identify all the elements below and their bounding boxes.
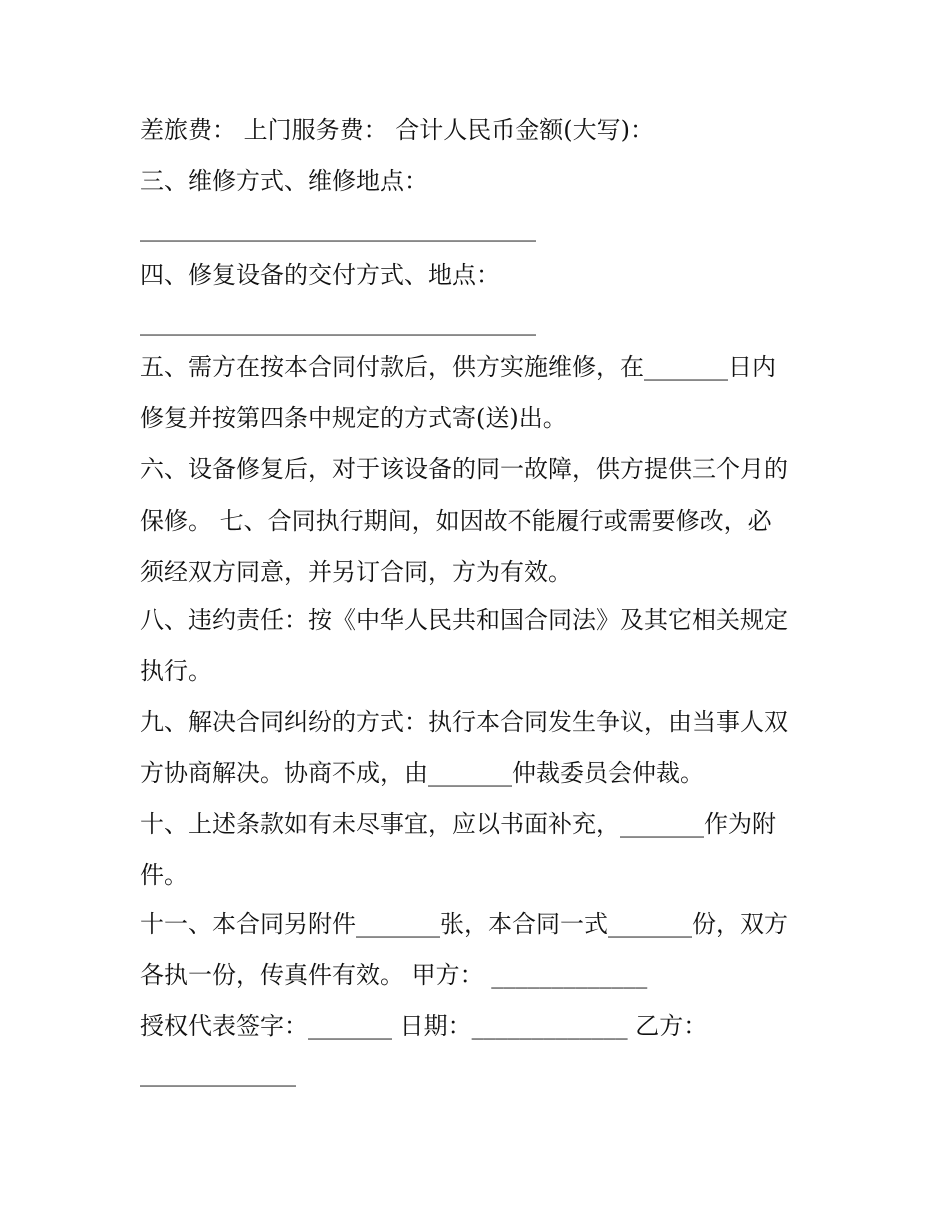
clause-3-blank: _________________________________ (140, 214, 536, 242)
clause-6-7-line: 保修。 七、合同执行期间，如因故不能履行或需要修改，必 (140, 507, 772, 535)
clause-8-line-1: 八、违约责任：按《中华人民共和国合同法》及其它相关规定 (140, 606, 788, 634)
clause-3-heading: 三、维修方式、维修地点： (140, 167, 428, 195)
clause-10-line-1: 十、上述条款如有未尽事宜，应以书面补充，_______作为附 (140, 810, 776, 838)
clause-5-line-1: 五、需方在按本合同付款后，供方实施维修，在_______日内 (140, 353, 776, 381)
signature-date-party-b-line: 授权代表签字：_______ 日期：_____________ 乙方： (140, 1012, 708, 1040)
clause-4-heading: 四、修复设备的交付方式、地点： (140, 261, 500, 289)
clause-11-line-1: 十一、本合同另附件_______张，本合同一式_______份，双方 (140, 910, 788, 938)
fee-summary-line: 差旅费： 上门服务费： 合计人民币金额(大写)： (140, 116, 654, 144)
clause-10-line-2: 件。 (140, 861, 188, 889)
clause-5-line-2: 修复并按第四条中规定的方式寄(送)出。 (140, 404, 567, 432)
clause-7-line-2: 须经双方同意，并另订合同，方为有效。 (140, 558, 572, 586)
clause-6-line-1: 六、设备修复后，对于该设备的同一故障，供方提供三个月的 (140, 455, 788, 483)
clause-4-blank: _________________________________ (140, 308, 536, 336)
clause-8-line-2: 执行。 (140, 657, 212, 685)
clause-9-line-2: 方协商解决。协商不成，由_______仲裁委员会仲裁。 (140, 759, 704, 787)
party-b-blank: _____________ (140, 1059, 296, 1087)
clause-9-line-1: 九、解决合同纠纷的方式：执行本合同发生争议，由当事人双 (140, 708, 788, 736)
clause-11-party-a-line: 各执一份，传真件有效。 甲方： _____________ (140, 961, 648, 989)
